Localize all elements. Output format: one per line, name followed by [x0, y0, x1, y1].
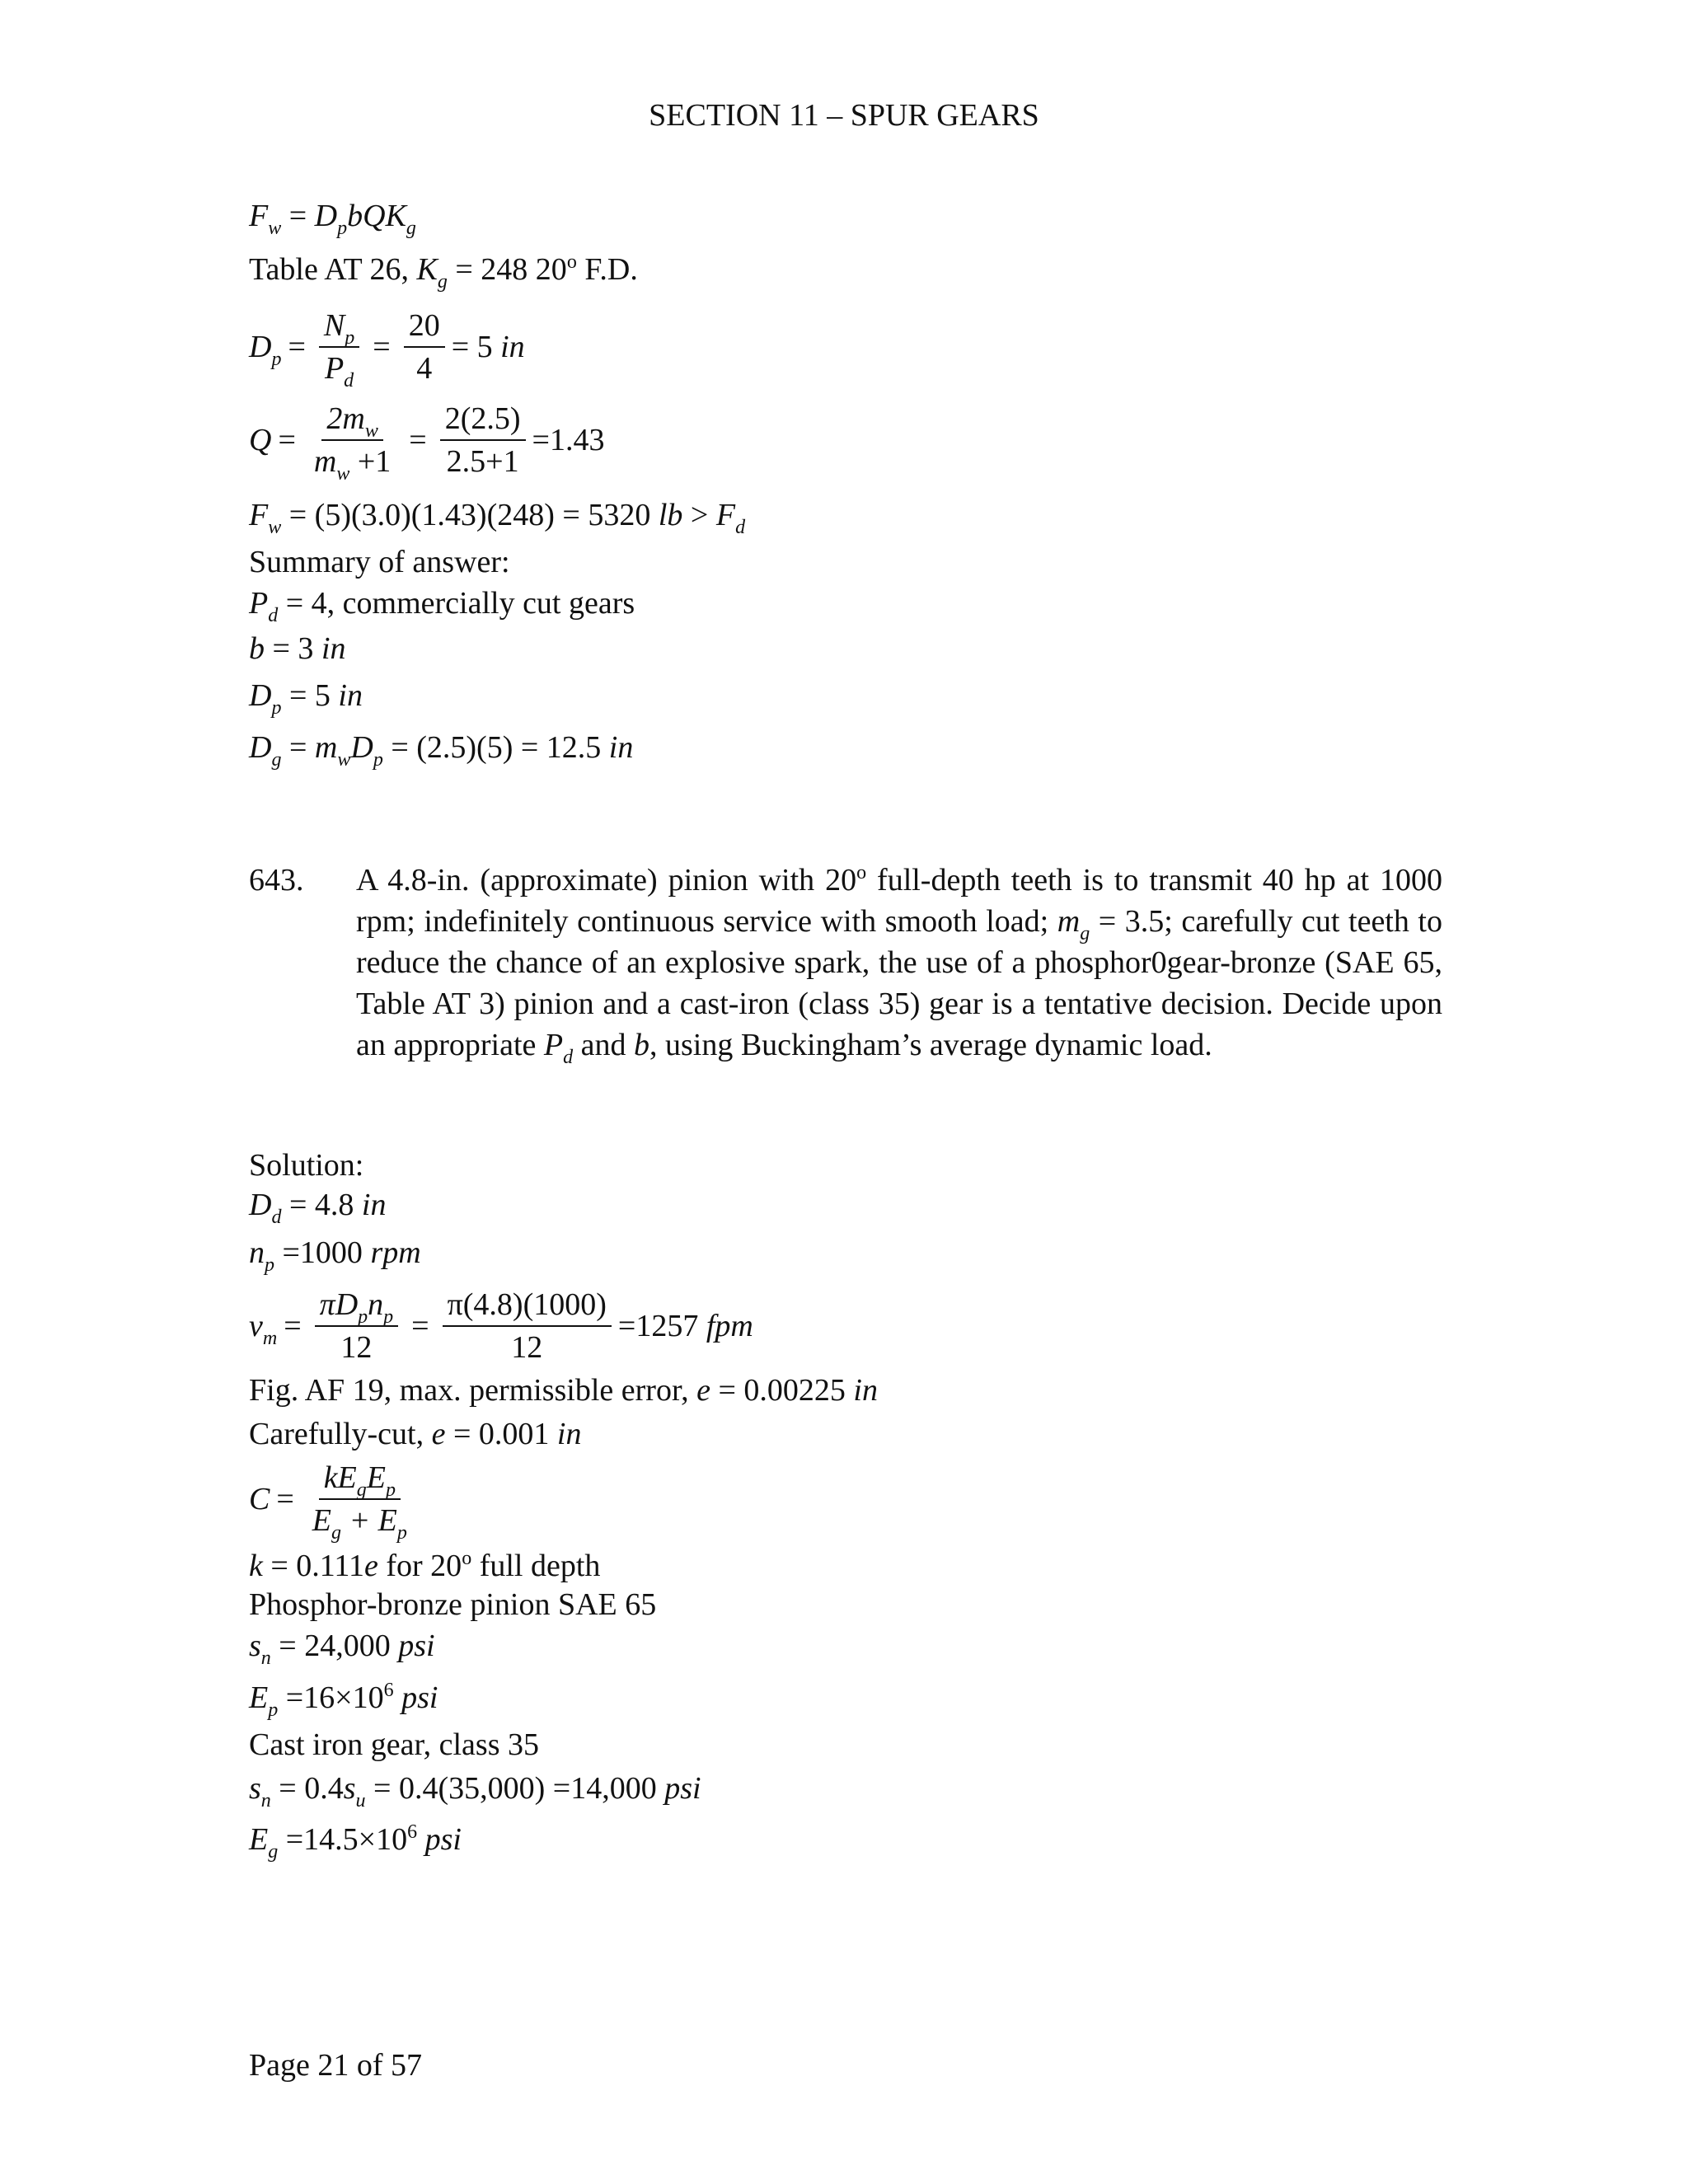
pd-answer: $P_d = 4$, commercially cut gears	[249, 586, 635, 626]
problem-number: 643.	[249, 863, 304, 898]
dg-answer: $D_g = m_wD_p = (2.5)(5) = 12.5$ in	[249, 730, 634, 771]
sn-pinion-line: $s_n = 24,000$ psi	[249, 1629, 435, 1669]
phosphor-bronze-line: Phosphor-bronze pinion SAE 65	[249, 1587, 657, 1622]
solution-heading: Solution:	[249, 1148, 364, 1183]
dp-answer: $D_p = 5$ in	[249, 678, 363, 719]
section-header: SECTION 11 – SPUR GEARS	[649, 98, 1039, 133]
c-equation: C = $\frac{kE_gE_p}{E_g + E_p}$	[249, 1460, 407, 1544]
page-footer: Page 21 of 57	[249, 2048, 423, 2083]
q-equation: Q = $\frac{2m_w}{m_w +1}$ = $\frac{2(2.5)}{2.5+1}$ =1.43	[249, 401, 605, 485]
cast-iron-line: Cast iron gear, class 35	[249, 1727, 540, 1762]
b-answer: b = 3 in	[249, 631, 346, 666]
sn-gear-line: $s_n = 0.4s_u = 0.4(35,000) =14,000$ psi	[249, 1771, 701, 1811]
carefully-cut-line: Carefully-cut, e = 0.001 in	[249, 1417, 582, 1451]
dp-equation: $D_p$ = $\frac{N_p}{P_d}$ = $\frac{20}{4}$ = 5 in	[249, 308, 525, 391]
problem-statement: A 4.8-in. (approximate) pinion with 20$^o$ full-depth teeth is to transmit 40 hp at 1000 rpm; indefinitely continuous service with smooth load; $m_g = 3.5$; carefully cut teeth to reduce the chance of an explosive spark, the use of a phosphor0gear-bronze (SAE 65, Table AT 3) pinion and a cast-iron (class 35) gear is a tentative decision. Decide upon an appropriate $P_d$ and b, using Buckingham’s average dynamic load.	[356, 862, 1443, 1068]
eg-line: $E_g =14.5\times 10^6$ psi	[249, 1821, 462, 1863]
table-at26-line: Table AT 26, $K_g = 248$ 20$^o$ F.D.	[249, 251, 638, 293]
ep-line: $E_p =16\times 10^6$ psi	[249, 1680, 438, 1721]
fig-af19-line: Fig. AF 19, max. permissible error, e = 0.00225 in	[249, 1373, 878, 1408]
dd-line: $D_d = 4.8$ in	[249, 1188, 387, 1228]
vm-equation: $v_m$ = $\frac{\pi D_pn_p}{12}$ = $\frac{\pi(4.8)(1000)}{12}$ =1257 fpm	[249, 1287, 753, 1365]
np-line: $n_p =1000$ rpm	[249, 1235, 421, 1276]
fw-formula: $F_w = D_pbQK_g$	[249, 199, 416, 239]
fw-calc: $F_w = (5)(3.0)(1.43)(248) = 5320$ lb > $F_d$	[249, 498, 746, 538]
k-line: k = 0.111e for 20$^o$ full depth	[249, 1548, 601, 1583]
summary-heading: Summary of answer:	[249, 545, 510, 579]
